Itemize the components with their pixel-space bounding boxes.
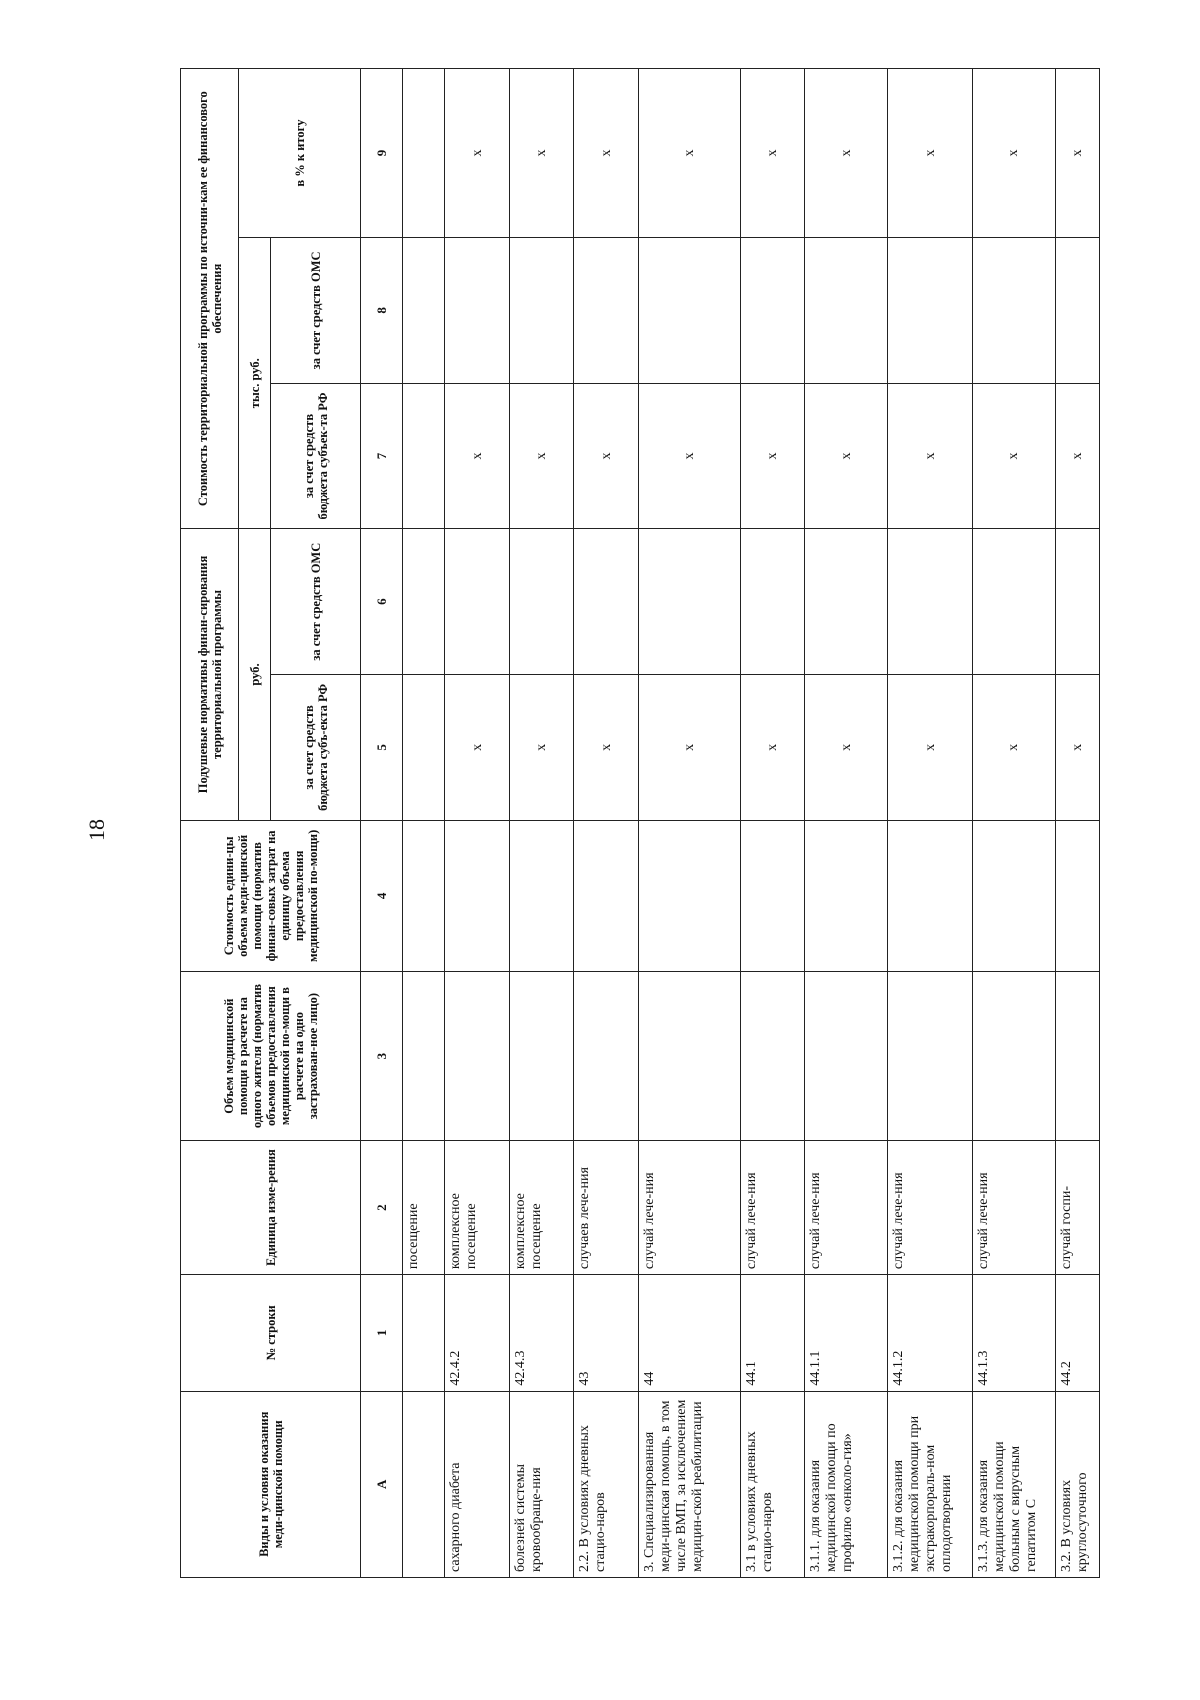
row-code: 42.4.2	[445, 1275, 509, 1392]
row-budget-thousand: х	[887, 383, 973, 529]
row-budget-thousand: х	[805, 383, 887, 529]
row-budget-thousand	[403, 383, 445, 529]
row-unit-cost	[741, 820, 805, 971]
col-number: 9	[361, 69, 403, 238]
header-kinds: Виды и условия оказания меди-цинской помощи	[181, 1391, 361, 1577]
table-row	[403, 69, 445, 1578]
table-row	[887, 69, 973, 1578]
row-budget-thousand: х	[638, 383, 740, 529]
row-budget-thousand: х	[973, 383, 1055, 529]
row-percent: х	[638, 69, 740, 238]
row-budget-thousand: х	[741, 383, 805, 529]
row-unit: случай лече-ния	[805, 1141, 887, 1275]
header-program-cost: Стоимость территориальной программы по источни-кам ее финансового обеспечения	[181, 69, 239, 529]
row-oms-rub	[509, 529, 573, 675]
row-name: 3.2. В условиях круглосуточного	[1055, 1391, 1099, 1577]
col-number: 4	[361, 820, 403, 971]
col-number: 7	[361, 383, 403, 529]
row-code: 44.1.1	[805, 1275, 887, 1392]
table-row	[1055, 69, 1099, 1578]
row-oms-thousand	[887, 238, 973, 384]
col-number: А	[361, 1391, 403, 1577]
row-percent: х	[445, 69, 509, 238]
rotated-table-frame	[180, 68, 1100, 1578]
row-budget-rub: х	[887, 675, 973, 821]
row-code: 44.1.2	[887, 1275, 973, 1392]
row-name: 3.1.2. для оказания медицинской помощи при экстракорпораль-ном оплодотворении	[887, 1391, 973, 1577]
row-unit-cost	[403, 820, 445, 971]
col-number: 5	[361, 675, 403, 821]
row-volume	[973, 972, 1055, 1141]
table-row	[445, 69, 509, 1578]
row-oms-thousand	[445, 238, 509, 384]
table-container	[180, 68, 1100, 1578]
header-oms-rub: за счет средств ОМС	[271, 529, 361, 675]
table-row	[638, 69, 740, 1578]
row-oms-rub	[638, 529, 740, 675]
row-oms-rub	[445, 529, 509, 675]
row-name: 3. Специализированная меди-цинская помощь, в том числе ВМП, за исключением медицин-ской реабилитации	[638, 1391, 740, 1577]
row-budget-rub: х	[638, 675, 740, 821]
row-oms-thousand	[973, 238, 1055, 384]
row-unit-cost	[973, 820, 1055, 971]
row-oms-thousand	[509, 238, 573, 384]
header-budget-rub: за счет средств бюджета субъ-екта РФ	[271, 675, 361, 821]
row-unit-cost	[887, 820, 973, 971]
row-oms-rub	[973, 529, 1055, 675]
row-name: сахарного диабета	[445, 1391, 509, 1577]
header-oms-thousand: за счет средств ОМС	[271, 238, 361, 384]
row-code: 43	[574, 1275, 638, 1392]
row-code: 42.4.3	[509, 1275, 573, 1392]
table-row	[741, 69, 805, 1578]
row-unit-cost	[574, 820, 638, 971]
page-number: 18	[84, 819, 109, 841]
row-percent: х	[574, 69, 638, 238]
row-code: 44	[638, 1275, 740, 1392]
row-name: 3.1.1. для оказания медицинской помощи по профилю «онколо-гия»	[805, 1391, 887, 1577]
row-oms-thousand	[638, 238, 740, 384]
header-unit-rub: руб.	[239, 529, 271, 820]
header-row-number: № строки	[181, 1275, 361, 1392]
table-row	[973, 69, 1055, 1578]
row-unit: комплексное посещение	[445, 1141, 509, 1275]
row-unit-cost	[445, 820, 509, 971]
table-row	[805, 69, 887, 1578]
row-unit: случай лече-ния	[973, 1141, 1055, 1275]
header-percent-total: в % к итогу	[239, 69, 361, 238]
header-per-capita-norms: Подушевые нормативы финан-сирования территориальной программы	[181, 529, 239, 820]
row-oms-thousand	[403, 238, 445, 384]
row-unit: случай лече-ния	[638, 1141, 740, 1275]
row-budget-rub: х	[574, 675, 638, 821]
row-unit: случай лече-ния	[887, 1141, 973, 1275]
row-volume	[887, 972, 973, 1141]
row-budget-rub: х	[805, 675, 887, 821]
row-oms-rub	[805, 529, 887, 675]
row-oms-rub	[574, 529, 638, 675]
header-unit-thousand-rub: тыс. руб.	[239, 238, 271, 529]
row-unit: случай лече-ния	[741, 1141, 805, 1275]
row-percent: х	[509, 69, 573, 238]
row-percent: х	[973, 69, 1055, 238]
row-oms-thousand	[805, 238, 887, 384]
column-number-row	[361, 69, 403, 1578]
row-percent: х	[741, 69, 805, 238]
col-number: 6	[361, 529, 403, 675]
row-oms-rub	[1055, 529, 1099, 675]
row-oms-thousand	[574, 238, 638, 384]
row-oms-thousand	[741, 238, 805, 384]
row-budget-rub: х	[509, 675, 573, 821]
row-budget-rub: х	[973, 675, 1055, 821]
row-unit: случай госпи-	[1055, 1141, 1099, 1275]
row-unit-cost	[638, 820, 740, 971]
col-number: 2	[361, 1141, 403, 1275]
row-budget-rub: х	[741, 675, 805, 821]
row-percent: х	[805, 69, 887, 238]
row-budget-rub: х	[445, 675, 509, 821]
row-unit: посещение	[403, 1141, 445, 1275]
row-unit: случаев лече-ния	[574, 1141, 638, 1275]
col-number: 8	[361, 238, 403, 384]
row-name: 3.1 в условиях дневных стацио-наров	[741, 1391, 805, 1577]
row-percent: х	[1055, 69, 1099, 238]
row-volume	[1055, 972, 1099, 1141]
row-budget-rub	[403, 675, 445, 821]
row-oms-rub	[403, 529, 445, 675]
row-budget-thousand: х	[1055, 383, 1099, 529]
table-row	[509, 69, 573, 1578]
row-unit: комплексное посещение	[509, 1141, 573, 1275]
row-code	[403, 1275, 445, 1392]
row-name: болезней системы кровообраще-ния	[509, 1391, 573, 1577]
row-oms-thousand	[1055, 238, 1099, 384]
row-volume	[445, 972, 509, 1141]
row-budget-thousand: х	[445, 383, 509, 529]
row-unit-cost	[509, 820, 573, 971]
row-name: 3.1.3. для оказания медицинской помощи больным с вирусным гепатитом С	[973, 1391, 1055, 1577]
header-unit-cost: Стоимость едини-цы объема меди-цинской помощи (норматив финан-совых затрат на единицу объема предоставления медицинской по-мощи)	[181, 820, 361, 971]
row-volume	[638, 972, 740, 1141]
row-budget-thousand: х	[509, 383, 573, 529]
row-volume	[403, 972, 445, 1141]
row-oms-rub	[887, 529, 973, 675]
row-volume	[509, 972, 573, 1141]
row-oms-rub	[741, 529, 805, 675]
row-code: 44.2	[1055, 1275, 1099, 1392]
row-code: 44.1.3	[973, 1275, 1055, 1392]
row-volume	[805, 972, 887, 1141]
row-name	[403, 1391, 445, 1577]
row-budget-rub: х	[1055, 675, 1099, 821]
row-unit-cost	[805, 820, 887, 971]
row-percent: х	[887, 69, 973, 238]
header-unit: Единица изме-рения	[181, 1141, 361, 1275]
col-number: 3	[361, 972, 403, 1141]
row-name: 2.2. В условиях дневных стацио-наров	[574, 1391, 638, 1577]
header-budget-thousand: за счет средств бюджета субъек-та РФ	[271, 383, 361, 529]
table-row	[574, 69, 638, 1578]
row-budget-thousand: х	[574, 383, 638, 529]
row-volume	[574, 972, 638, 1141]
col-number: 1	[361, 1275, 403, 1392]
row-percent	[403, 69, 445, 238]
header-volume: Объем медицинской помощи в расчете на одного жителя (норматив объемов предоставления медицинской по-мощи в расчете на одно застрахован-ное лицо)	[181, 972, 361, 1141]
financing-table	[180, 68, 1100, 1578]
row-code: 44.1	[741, 1275, 805, 1392]
row-volume	[741, 972, 805, 1141]
row-unit-cost	[1055, 820, 1099, 971]
